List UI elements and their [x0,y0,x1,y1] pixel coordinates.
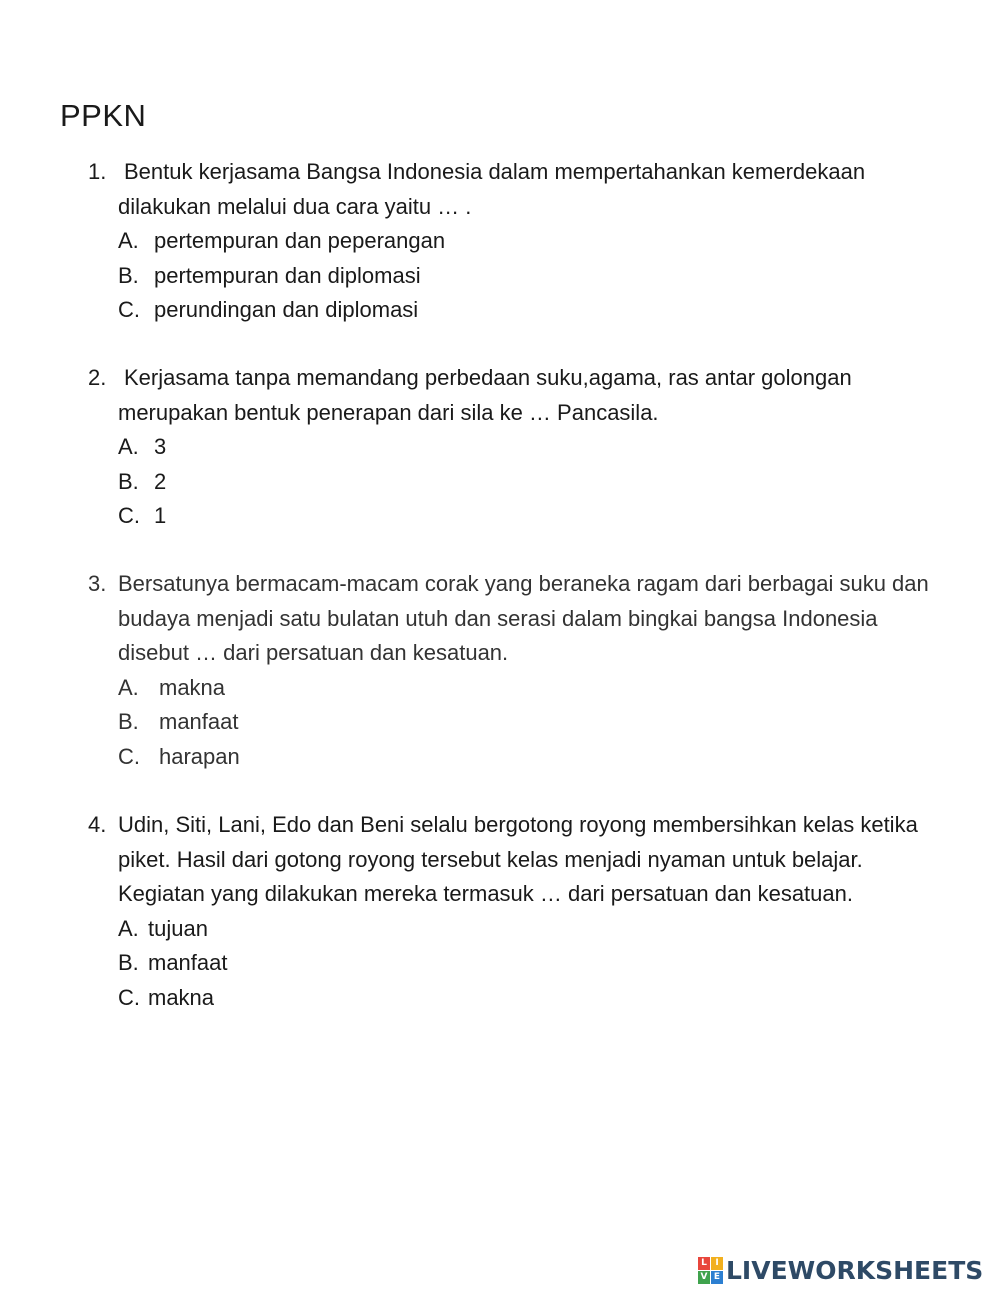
liveworksheets-logo [698,1255,983,1285]
question-text: Bentuk kerjasama Bangsa Indonesia dalam mempertahankan kemerdekaan dilakukan melalui dua cara yaitu … . [118,159,866,219]
question-text: Kerjasama tanpa memandang perbedaan suku,agama, ras antar golongan merupakan bentuk penerapan dari sila ke … Pancasila. [118,365,852,425]
option-a[interactable] [118,671,948,706]
question-2 [88,361,948,534]
option-letter: B. [118,950,139,975]
option-text: manfaat [148,950,228,975]
option-letter: C. [118,984,140,1010]
option-letter: C. [118,297,140,322]
question-1 [88,155,948,328]
option-letter: B. [118,262,139,288]
option-text: 1 [154,503,167,528]
option-b[interactable] [118,946,948,981]
option-letter: C. [118,743,140,769]
option-a[interactable] [118,912,948,947]
option-text: harapan [159,743,240,769]
option-letter: B. [118,468,139,494]
option-b[interactable] [118,705,948,740]
option-text: manfaat [159,709,239,734]
logo-tile-l: L [698,1257,710,1270]
question-3 [88,567,948,774]
option-letter: A. [118,228,139,253]
question-number: 3. [88,571,107,596]
option-letter: A. [118,674,139,700]
logo-tile-v: V [698,1271,710,1284]
option-letter: A. [118,434,139,459]
option-text: pertempuran dan peperangan [154,228,446,253]
option-letter: A. [118,915,139,941]
option-text: makna [148,984,215,1010]
option-c[interactable] [118,740,948,775]
option-b[interactable] [118,465,948,500]
question-text: Udin, Siti, Lani, Edo dan Beni selalu bergotong royong membersihkan kelas ketika piket. Hasil dari gotong royong tersebut kelas menjadi nyaman untuk belajar. Kegiatan yang dilakukan mereka termasuk … dari persatuan dan kesatuan. [118,812,918,906]
logo-text: LIVEWORKSHEETS [726,1255,984,1285]
option-c[interactable] [118,499,948,534]
liveworksheets-logo-icon [698,1257,723,1284]
question-text: Bersatunya bermacam-macam corak yang beraneka ragam dari berbagai suku dan budaya menjadi satu bulatan utuh dan serasi dalam bingkai bangsa Indonesia disebut … dari persatuan dan kesatuan. [118,571,929,665]
option-text: perundingan dan diplomasi [154,297,419,322]
question-number: 1. [88,159,107,184]
question-4 [88,808,948,1015]
option-c[interactable] [118,293,948,328]
option-b[interactable] [118,259,948,294]
question-number: 4. [88,812,107,837]
option-letter: C. [118,503,140,528]
option-text: pertempuran dan diplomasi [154,262,421,288]
logo-tile-i: I [711,1257,723,1270]
option-letter: B. [118,709,139,734]
option-a[interactable] [118,430,948,465]
option-text: 3 [154,434,167,459]
option-text: 2 [154,468,167,494]
option-c[interactable] [118,981,948,1016]
option-a[interactable] [118,224,948,259]
logo-tile-e: E [711,1271,723,1284]
option-text: tujuan [148,915,208,941]
question-number: 2. [88,365,107,390]
page-title: PPKN [60,98,147,133]
option-text: makna [159,674,226,700]
